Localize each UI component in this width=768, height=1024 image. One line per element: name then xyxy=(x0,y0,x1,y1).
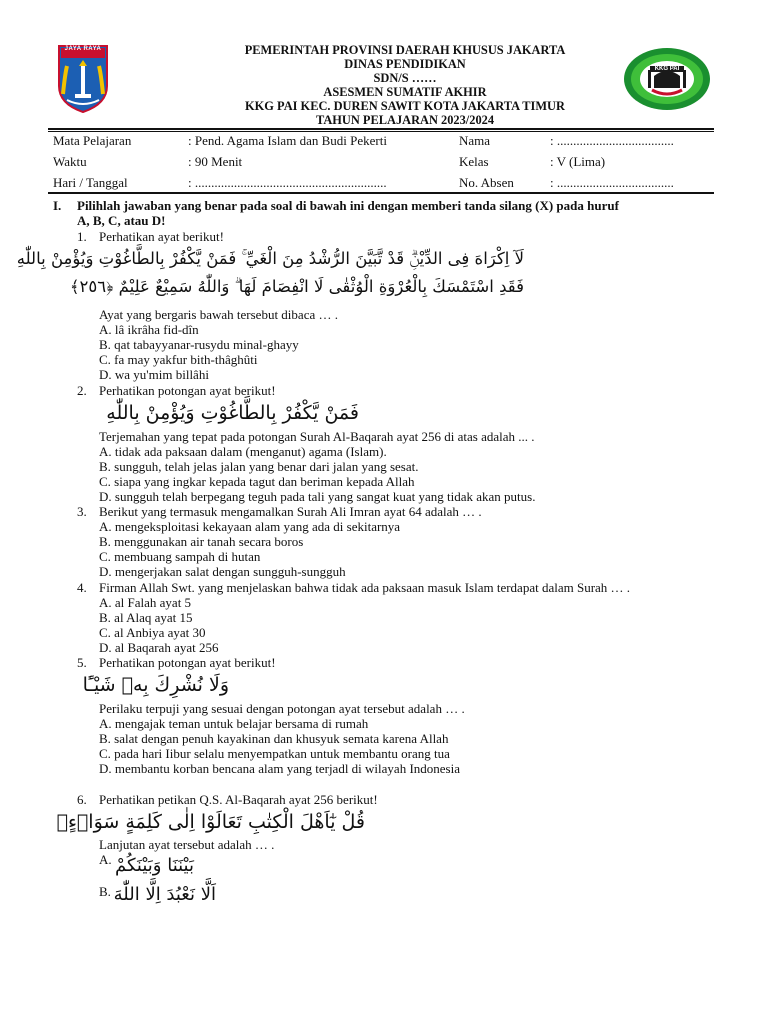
kkg-pai-logo-text: KKG PAI xyxy=(650,66,684,72)
q6-number: 6. xyxy=(77,792,87,807)
q2-option-b: B. sungguh, telah jelas jalan yang benar dari jalan yang sesat. xyxy=(99,459,419,474)
absen-value: : .................................... xyxy=(550,175,674,190)
info-divider xyxy=(48,192,714,194)
q6-text: Perhatikan petikan Q.S. Al-Baqarah ayat 256 berikut! xyxy=(99,792,378,807)
q2-question: Terjemahan yang tepat pada potongan Surah Al-Baqarah ayat 256 di atas adalah ... . xyxy=(99,429,535,444)
header-line-4: ASESMEN SUMATIF AKHIR xyxy=(323,85,487,99)
q5-text: Perhatikan potongan ayat berikut! xyxy=(99,655,276,670)
q2-option-d: D. sungguh telah berpegang teguh pada tali yang sangat kuat yang tidak akan putus. xyxy=(99,489,536,504)
header-line-1: PEMERINTAH PROVINSI DAERAH KHUSUS JAKARTA xyxy=(244,43,566,57)
hari-value: : ........................................................... xyxy=(188,175,387,190)
jakarta-logo xyxy=(57,44,109,114)
section-instruction-1: Pilihlah jawaban yang benar pada soal di bawah ini dengan memberi tanda silang (X) pada huruf xyxy=(77,198,619,213)
q5-option-d: D. membantu korban bencana alam yang terjadl di wilayah Indonesia xyxy=(99,761,460,776)
q1-option-d: D. wa yu'mim billâhi xyxy=(99,367,209,382)
q1-question: Ayat yang bergaris bawah tersebut dibaca … . xyxy=(99,307,338,322)
q4-number: 4. xyxy=(77,580,87,595)
q5-option-b: B. salat dengan penuh kayakinan dan khusyuk semata karena Allah xyxy=(99,731,449,746)
section-number: I. xyxy=(53,198,62,213)
q6-option-a-arabic: بَيْنَنَا وَبَيْنَكُمْ xyxy=(115,855,194,876)
q1-arabic-line-2: فَقَدِ اسْتَمْسَكَ بِالْعُرْوَةِ الْوُثْقٰى لَا انْفِصَامَ لَهَا ۗ وَاللّٰهُ سَمِيْعٌ عَلِيْمٌ ﴿٢٥٦﴾ xyxy=(69,277,524,296)
q1-arabic-line-1: لَآ اِكْرَاهَ فِى الدِّيْنِۗ قَدْ تَّبَيَّنَ الرُّشْدُ مِنَ الْغَيِّ ۚ فَمَنْ يَّكْفُرْ بِالطَّاغُوْتِ وَيُؤْمِنْ بِاللّٰهِ xyxy=(16,249,524,268)
jakarta-logo-text: JAYA RAYA xyxy=(64,46,102,52)
q2-option-c: C. siapa yang ingkar kepada tagut dan beriman kepada Allah xyxy=(99,474,415,489)
kelas-value: : V (Lima) xyxy=(550,154,606,169)
q1-text: Perhatikan ayat berikut! xyxy=(99,229,224,244)
hari-label: Hari / Tanggal xyxy=(53,175,128,190)
nama-label: Nama xyxy=(459,133,491,148)
q1-option-b: B. qat tabayyanar-rusydu minal-ghayy xyxy=(99,337,299,352)
kelas-label: Kelas xyxy=(459,154,489,169)
q4-option-b: B. al Alaq ayat 15 xyxy=(99,610,193,625)
q3-option-a: A. mengeksploitasi kekayaan alam yang ada di sekitarnya xyxy=(99,519,401,534)
q1-option-a: A. lâ ikrâha fid-dîn xyxy=(99,322,199,337)
q2-number: 2. xyxy=(77,383,87,398)
q6-option-b-label: B. xyxy=(99,884,111,899)
q1-number: 1. xyxy=(77,229,87,244)
nama-value: : .................................... xyxy=(550,133,674,148)
header-line-3: SDN/S …… xyxy=(373,71,437,85)
header-divider-thin xyxy=(48,131,714,132)
q5-option-a: A. mengajak teman untuk belajar bersama di rumah xyxy=(99,716,369,731)
q6-arabic: قُلْ يٰٓاَهْلَ الْكِتٰبِ تَعَالَوْا اِلٰى كَلِمَةٍ سَوَاۤءٍۢ xyxy=(56,811,365,833)
q2-option-a: A. tidak ada paksaan dalam (menganut) agama (Islam). xyxy=(99,444,387,459)
waktu-label: Waktu xyxy=(53,154,87,169)
header-line-6: TAHUN PELAJARAN 2023/2024 xyxy=(315,113,495,127)
waktu-value: : 90 Menit xyxy=(188,154,243,169)
mapel-value: : Pend. Agama Islam dan Budi Pekerti xyxy=(188,133,387,148)
q1-option-c: C. fa may yakfur bith-thâghûti xyxy=(99,352,258,367)
q6-option-b-arabic: اَلَّا نَعْبُدَ اِلَّا اللّٰهَ xyxy=(113,884,216,905)
q3-option-d: D. mengerjakan salat dengan sungguh-sungguh xyxy=(99,564,346,579)
q4-option-c: C. al Anbiya ayat 30 xyxy=(99,625,206,640)
q5-question: Perilaku terpuji yang sesuai dengan potongan ayat tersebut adalah … . xyxy=(99,701,465,716)
q3-option-c: C. membuang sampah di hutan xyxy=(99,549,261,564)
absen-label: No. Absen xyxy=(459,175,514,190)
header-divider-thick xyxy=(48,128,714,130)
q5-arabic: وَلَا نُشْرِكَ بِهٖ شَيْـًٔا xyxy=(82,674,229,696)
q2-arabic: فَمَنْ يَّكْفُرْ بِالطَّاغُوْتِ وَيُؤْمِنْ بِاللّٰهِ xyxy=(106,402,359,424)
q2-text: Perhatikan potongan ayat berikut! xyxy=(99,383,276,398)
q6-option-a-label: A. xyxy=(99,852,112,867)
q5-option-c: C. pada hari Iibur selalu menyempatkan untuk membantu orang tua xyxy=(99,746,450,761)
q4-option-a: A. al Falah ayat 5 xyxy=(99,595,192,610)
q3-option-b: B. menggunakan air tanah secara boros xyxy=(99,534,304,549)
q5-number: 5. xyxy=(77,655,87,670)
section-instruction-2: A, B, C, atau D! xyxy=(77,213,166,228)
header-line-2: DINAS PENDIDIKAN xyxy=(344,57,466,71)
q6-question: Lanjutan ayat tersebut adalah … . xyxy=(99,837,275,852)
q3-number: 3. xyxy=(77,504,87,519)
q4-option-d: D. al Baqarah ayat 256 xyxy=(99,640,219,655)
q4-text: Firman Allah Swt. yang menjelaskan bahwa tidak ada paksaan masuk Islam terdapat dalam Surah … . xyxy=(99,580,631,595)
q3-text: Berikut yang termasuk mengamalkan Surah Ali Imran ayat 64 adalah … . xyxy=(99,504,482,519)
mapel-label: Mata Pelajaran xyxy=(53,133,132,148)
header-line-5: KKG PAI KEC. DUREN SAWIT KOTA JAKARTA TIMUR xyxy=(245,99,565,113)
